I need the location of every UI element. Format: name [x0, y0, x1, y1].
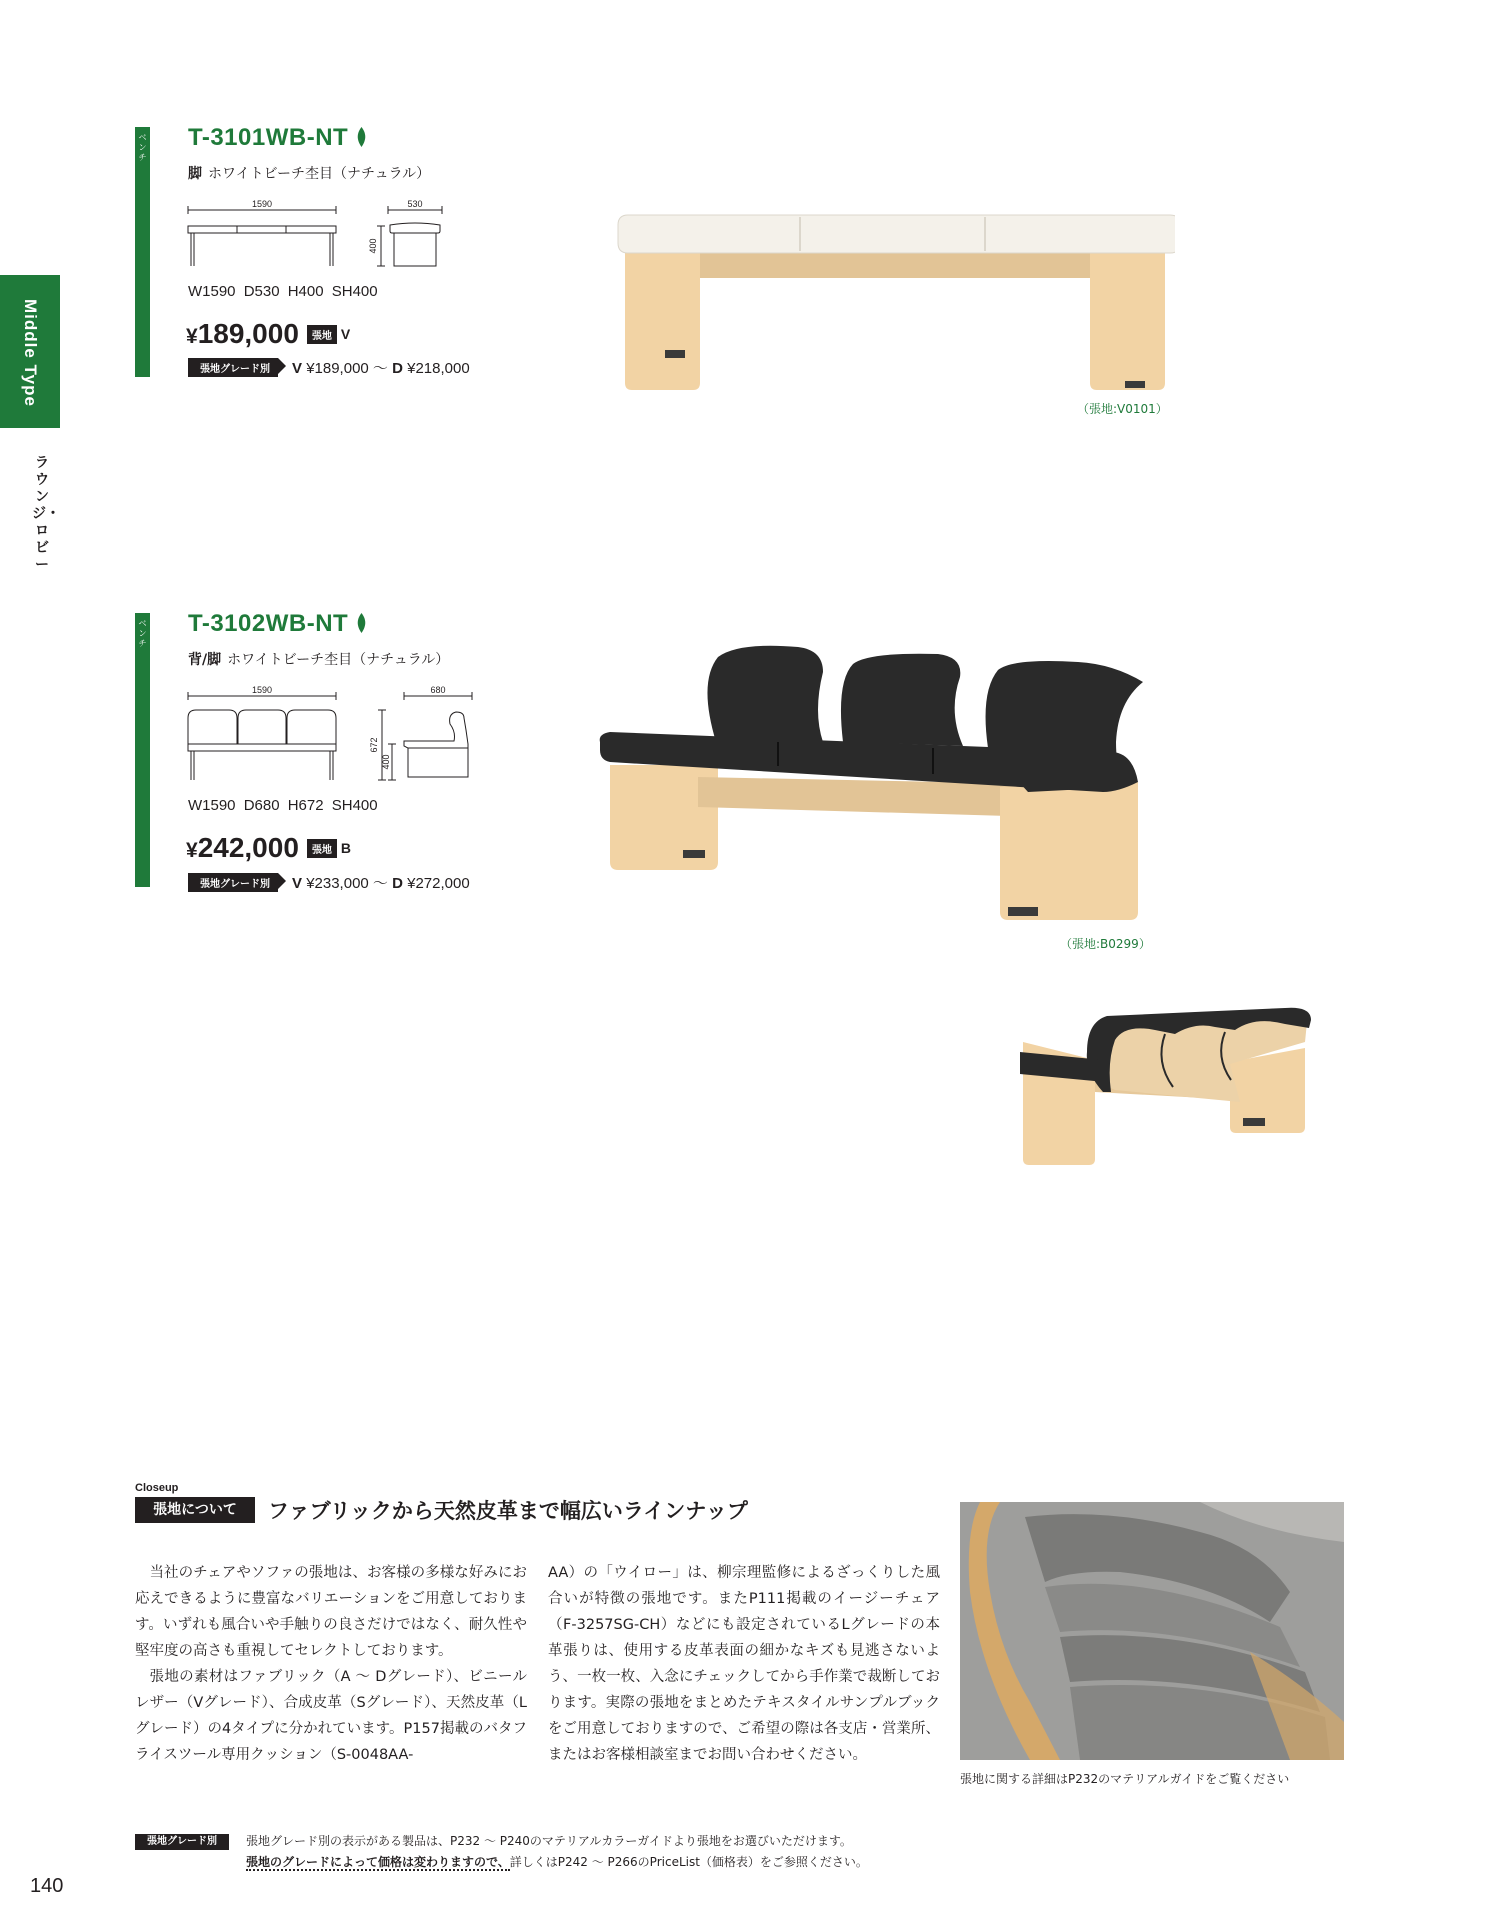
product-1-photo: [600, 205, 1175, 395]
product-2-material-desc: ホワイトビーチ杢目（ナチュラル）: [227, 652, 450, 668]
product-1-material-part: 脚: [188, 166, 202, 182]
product-1-grade-low-price: ¥189,000 〜: [306, 360, 388, 377]
product-2-material: [188, 649, 449, 669]
product-2-dim-height: 672: [369, 737, 379, 753]
closeup-body-column-1: [135, 1560, 527, 1768]
product-2-dim-seat-height: 400: [381, 754, 391, 770]
product-2-grade-low-letter: V: [292, 875, 303, 892]
product-1-fabric-grade: V: [340, 326, 351, 342]
product-1-grade-low-letter: V: [292, 360, 303, 377]
product-1-bar: [135, 127, 150, 377]
product-1-grade-range-label: 張地グレード別: [188, 358, 278, 377]
product-2-price-yen: ¥: [186, 839, 198, 862]
product-1-grade-high-price: ¥218,000: [407, 360, 470, 377]
product-2-grade-range: [188, 872, 470, 893]
product-1-price-amount: 189,000: [197, 318, 299, 349]
product-1-dim-height: 400: [368, 238, 378, 254]
leaf-icon: [356, 612, 367, 640]
product-1-model: [188, 124, 367, 154]
closeup-photo-caption: 張地に関する詳細はP232のマテリアルガイドをご覧ください: [960, 1772, 1290, 1786]
product-1-dim-width: 1590: [251, 199, 273, 209]
product-1-spec: W1590 D530 H400 SH400: [188, 283, 378, 300]
page-number: 140: [30, 1875, 64, 1897]
product-2-photo-caption: （張地:B0299）: [1060, 937, 1151, 951]
product-2-material-part: 背/脚: [188, 652, 222, 668]
product-2-grade-high-price: ¥272,000: [407, 875, 470, 892]
closeup-label: Closeup: [135, 1482, 179, 1494]
product-2-category: ベンチ: [138, 619, 147, 648]
product-1-material: [188, 163, 430, 183]
product-2-price-amount: 242,000: [197, 832, 299, 863]
product-2-rear-photo: [1015, 1002, 1315, 1167]
category-label: ラウンジ・ロビー: [32, 455, 60, 573]
product-1-price: [186, 318, 350, 350]
closeup-body-column-2: [548, 1560, 940, 1768]
product-2-dimension-diagram: [186, 684, 476, 784]
product-2-bar: [135, 613, 150, 887]
footer-note-2-rest: 詳しくはP242 〜 P266のPriceList（価格表）をご参照ください。: [509, 1855, 868, 1869]
product-1-material-desc: ホワイトビーチ杢目（ナチュラル）: [208, 166, 431, 182]
product-2-grade-high-letter: D: [392, 875, 403, 892]
closeup-tag: 張地について: [135, 1497, 255, 1523]
closeup-paragraph-1: 当社のチェアやソファの張地は、お客様の多様な好みにお応えできるように豊富なバリエーションをご用意しております。いずれも風合いや手触りの良さだけではなく、耐久性や堅牢度の高さも重視してセレクトしております。: [135, 1565, 527, 1659]
product-2-grade-range-label: 張地グレード別: [188, 873, 278, 892]
closeup-fabric-photo: [960, 1502, 1344, 1760]
closeup-paragraph-3: AA）の「ウイロー」は、柳宗理監修によるざっくりした風合いが特徴の張地です。またP111掲載のイージーチェア（F-3257SG-CH）などにも設定されているLグレードの本革張りは、使用する皮革表面の細かなキズも見逃さないよう、一枚一枚、入念にチェックしてから手作業で裁断しております。実際の張地をまとめたテキスタイルサンプルブックをご用意しておりますので、ご希望の際は各支店・営業所、またはお客様相談室までお問い合わせください。: [548, 1565, 940, 1763]
product-2-model: [188, 610, 367, 640]
product-1-price-yen: ¥: [186, 325, 198, 348]
product-1-category: ベンチ: [138, 133, 147, 162]
closeup-heading: ファブリックから天然皮革まで幅広いラインナップ: [268, 1499, 748, 1523]
product-1-dimension-diagram: [186, 198, 456, 270]
product-1-grade-high-letter: D: [392, 360, 403, 377]
footer-tag: 張地グレード別: [135, 1834, 229, 1850]
product-2-fabric-grade: B: [340, 840, 352, 856]
product-2-back-cushion-1: [707, 646, 823, 742]
product-1-cushion: [618, 215, 1175, 253]
product-2-back-cushion-2: [841, 654, 963, 746]
product-1-photo-caption: （張地:V0101）: [1077, 402, 1168, 416]
product-1-model-text: T-3101WB-NT: [188, 124, 349, 151]
footer-note-1: 張地グレード別の表示がある製品は、P232 〜 P240のマテリアルカラーガイドより張地をお選びいただけます。: [246, 1834, 852, 1848]
product-2-dim-depth: 680: [430, 685, 446, 695]
closeup-paragraph-2: 張地の素材はファブリック（A 〜 Dグレード）、ビニールレザー（Vグレード）、合成皮革（Sグレード）、天然皮革（Lグレード）の4タイプに分かれています。P157掲載のバタフライスツール専用クッション（S-0048AA-: [135, 1669, 527, 1763]
series-label: Middle Type: [21, 299, 40, 407]
product-2-grade-low-price: ¥233,000 〜: [306, 875, 388, 892]
product-2-fabric-tag: 張地: [307, 839, 337, 858]
product-1-dim-depth: 530: [407, 199, 423, 209]
product-2-spec: W1590 D680 H672 SH400: [188, 797, 378, 814]
footer-note-2-emphasis: 張地のグレードによって価格は変わりますので、: [246, 1855, 510, 1869]
product-1-grade-range: [188, 357, 470, 378]
series-tab: [0, 275, 60, 428]
product-2-model-text: T-3102WB-NT: [188, 610, 349, 637]
leaf-icon: [356, 126, 367, 154]
footer-note-2: [246, 1853, 868, 1870]
product-2-dim-width: 1590: [251, 685, 273, 695]
product-1-fabric-tag: 張地: [307, 325, 337, 344]
product-2-photo: [598, 642, 1158, 927]
product-2-price: [186, 832, 351, 864]
